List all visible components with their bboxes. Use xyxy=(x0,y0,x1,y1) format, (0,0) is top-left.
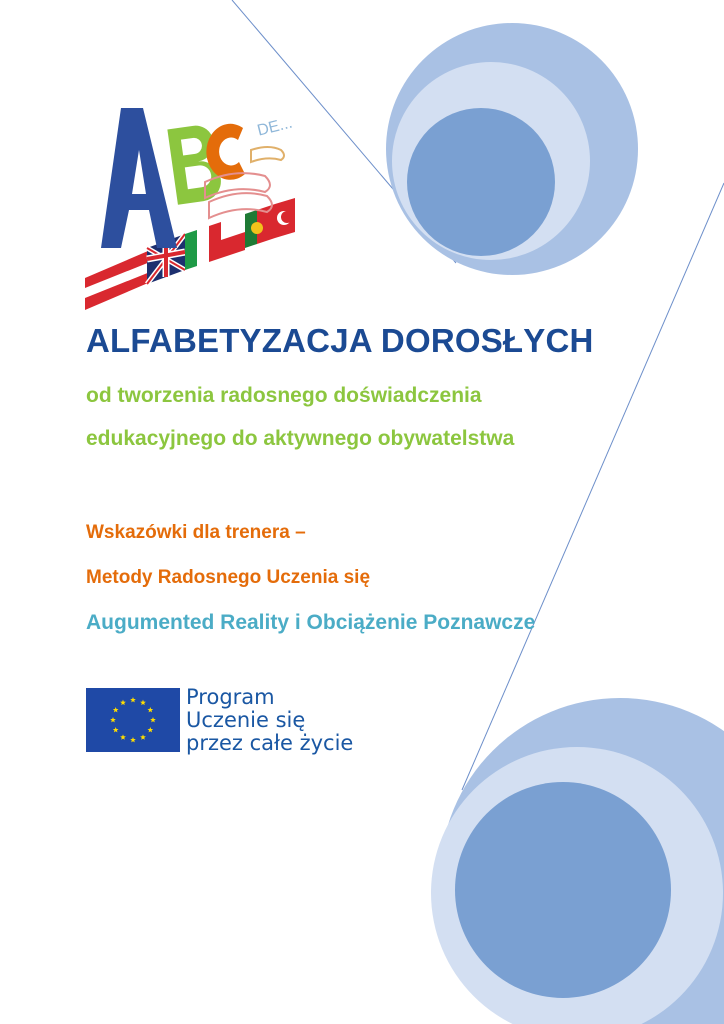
subtitle-line-2: edukacyjnego do aktywnego obywatelstwa xyxy=(86,427,515,450)
eu-flag-icon xyxy=(86,688,180,752)
eu-program-line-2: Uczenie się xyxy=(186,708,306,732)
document-title: ALFABETYZACJA DOROSŁYCH xyxy=(86,322,594,359)
bottom-circle-group xyxy=(431,698,724,1024)
guide-line-3: Augumented Reality i Obciążenie Poznawcze xyxy=(86,611,536,634)
top-circle-group xyxy=(386,23,638,275)
svg-text:DE...: DE... xyxy=(255,114,295,140)
abc-letters-flags-logo xyxy=(85,98,310,318)
eu-program-line-1: Program xyxy=(186,685,275,709)
subtitle-line-1: od tworzenia radosnego doświadczenia xyxy=(86,384,482,407)
letter-a xyxy=(101,108,177,248)
guide-line-1: Wskazówki dla trenera – xyxy=(86,522,306,543)
eu-program-line-3: przez całe życie xyxy=(186,731,354,755)
guide-line-2: Metody Radosnego Uczenia się xyxy=(86,567,371,588)
eu-program-label xyxy=(186,686,353,755)
